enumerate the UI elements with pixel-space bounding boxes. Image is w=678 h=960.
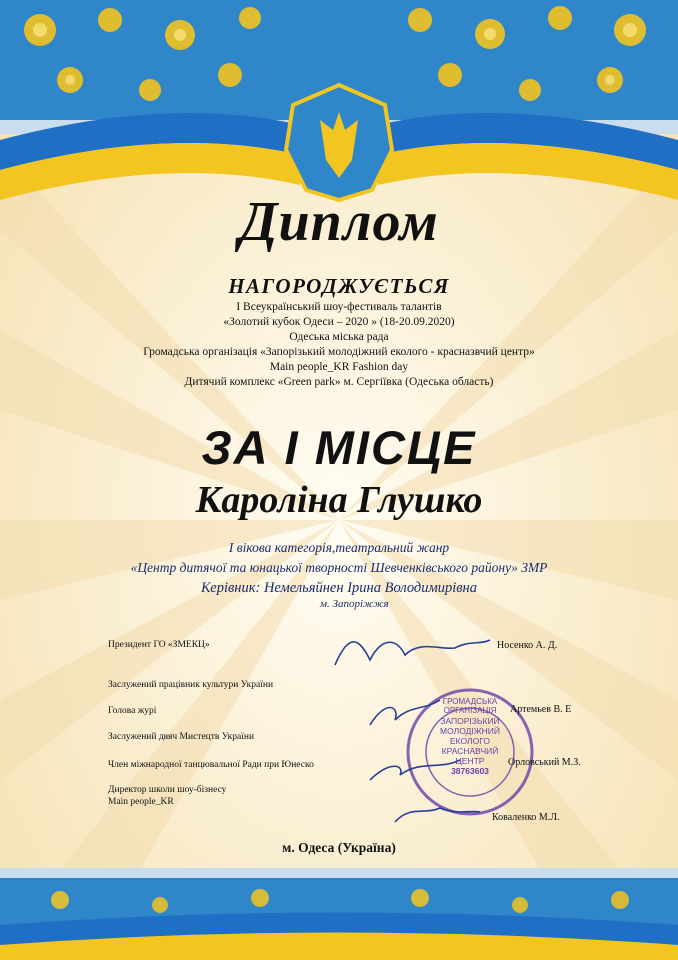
footer-city: м. Одеса (Україна) [282,840,396,855]
signature-name: Коваленко М.Л. [492,812,560,823]
stamp-outer-text: ГРОМАДСЬКА ОРГАНІЗАЦІЯ [442,697,498,715]
event-line: «Золотий кубок Одеси – 2020 » (18-20.09.2020) [223,316,455,328]
stamp-line: КРАСНАВЧИЙ [441,746,499,756]
stamp-line: ЦЕНТР [455,756,485,766]
signature-role: Заслужений двяч Мистецтв України [108,732,255,742]
signature-role: Голова журі [108,706,157,716]
event-line: Дитячий комплекс «Green park» м. Сергіївка (Одеська область) [184,376,494,388]
stamp-line: ЗАПОРІЗЬКИЙ [440,716,500,726]
stamp-code: 38763603 [451,766,489,776]
diploma-title: Диплом [239,191,439,253]
event-line: Одеська міська рада [289,331,389,343]
signature-role: Член міжнародної танцювальної Ради при Юнеско [108,760,314,770]
signature-role: Заслужений працівник культури України [108,680,274,690]
event-line: Main people_KR Fashion day [269,361,409,373]
stamp-line: МОЛОДІЖНИЙ [440,726,500,736]
award-leader: Керівник: Немельяйнен Ірина Володимирівна [201,580,477,596]
award-institution: «Центр дитячої та юнацької творності Шевченківського району» ЗМР [130,560,548,575]
signature-name: Артемьев В. Е [510,704,572,715]
signature-role: Main people_KR [108,797,174,807]
award-place: ЗА І МІСЦЕ [201,421,477,474]
award-city: м. Запоріжжя [320,598,389,610]
awarded-heading: НАГОРОДЖУЄТЬСЯ [228,274,450,298]
signature-name: Орловський М.З. [508,757,581,768]
signature-role: Президент ГО «ЗМЕКЦ» [108,640,210,650]
stamp-line: ЕКОЛОГО [450,736,490,746]
award-category: І вікова категорія,театральний жанр [228,540,450,555]
event-line: І Всеукраїнський шоу-фестиваль талантів [236,301,442,313]
event-line: Громадська організація «Запорізький молодіжний еколого - красназвчий центр» [143,346,535,358]
bottom-ornament [0,868,678,960]
signature-name: Носенко А. Д. [497,640,558,651]
emblem [286,85,392,200]
signature-role: Директор школи шоу-бізнесу [108,785,227,795]
stamp-inner-text [420,716,520,776]
winner-name: Кароліна Глушко [195,479,483,521]
